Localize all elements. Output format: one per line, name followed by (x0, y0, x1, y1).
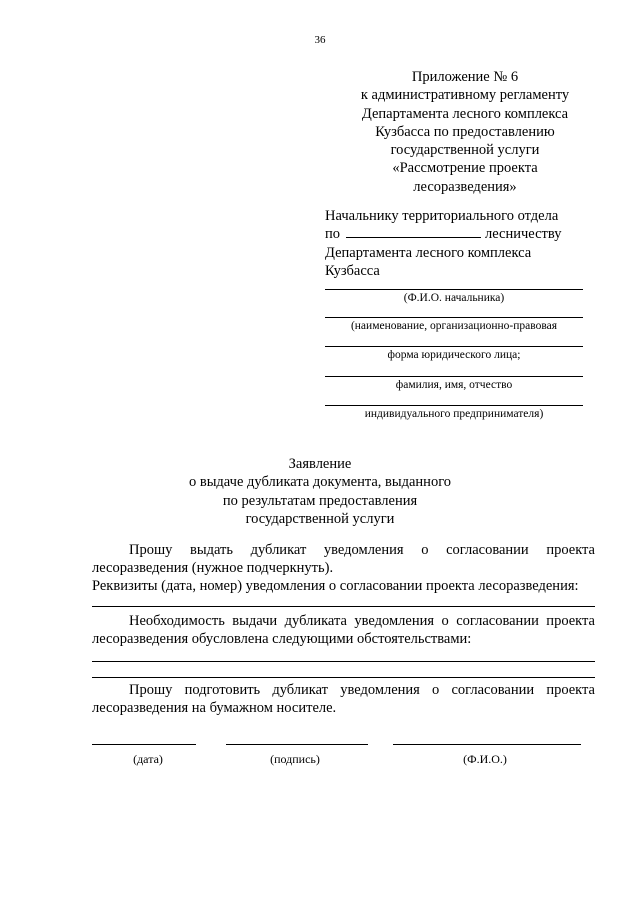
appendix-line: Кузбасса по предоставлению (375, 123, 555, 140)
legal-form-fill-line[interactable] (325, 346, 583, 347)
addressee-line-forestry (325, 225, 585, 243)
appendix-header (318, 68, 612, 196)
signature-fill-line[interactable] (226, 744, 368, 745)
addressee-line: Кузбасса (325, 262, 380, 279)
name-label: (Ф.И.О.) (463, 752, 507, 766)
full-name-fill-line[interactable] (325, 376, 583, 377)
caption-legal-form: форма юридического лица; (387, 349, 521, 361)
date-fill-line[interactable] (92, 744, 196, 745)
entrepreneur-fill-line[interactable] (325, 405, 583, 406)
head-name-fill-line[interactable] (325, 289, 583, 290)
requisites-paragraph: Реквизиты (дата, номер) уведомления о согласовании проекта лесоразведения: (92, 578, 579, 594)
title-line: по результатам предоставления (222, 492, 418, 509)
appendix-line: государственной услуги (390, 142, 540, 159)
title-line: государственной услуги (245, 510, 395, 527)
caption-org-name: (наименование, организационно-правовая (350, 320, 558, 332)
signature-label: (подпись) (270, 752, 320, 766)
forestry-name-blank[interactable] (346, 225, 481, 238)
appendix-line: лесоразведения» (413, 178, 517, 195)
appendix-line: «Рассмотрение проекта (392, 160, 538, 177)
addressee-prefix: по (325, 226, 341, 243)
reason-fill-line-1[interactable] (92, 661, 595, 662)
title-line: о выдаче дубликата документа, выданного (188, 474, 452, 491)
paper-copy-paragraph: Прошу подготовить дубликат уведомления о согласовании проекта лесоразведения на бумажном носителе. (92, 682, 595, 717)
name-fill-line[interactable] (393, 744, 581, 745)
caption-head-name: (Ф.И.О. начальника) (403, 292, 505, 304)
appendix-line: Департамента лесного комплекса (361, 105, 569, 122)
reason-fill-line-2[interactable] (92, 677, 595, 678)
appendix-line: Приложение № 6 (411, 69, 519, 85)
addressee-suffix: лесничеству (485, 226, 562, 243)
title-line: Заявление (288, 456, 352, 472)
document-title (0, 455, 640, 528)
org-name-fill-line[interactable] (325, 317, 583, 318)
date-label: (дата) (133, 752, 163, 766)
caption-entrepreneur: индивидуального предпринимателя) (364, 408, 544, 420)
addressee-block (325, 207, 585, 280)
requisites-fill-line[interactable] (92, 606, 595, 607)
request-paragraph: Прошу выдать дубликат уведомления о согласовании проекта лесоразведения (нужное подчеркнуть). (92, 542, 595, 577)
page-number: 36 (314, 34, 326, 46)
appendix-line: к административному регламенту (360, 87, 570, 104)
caption-full-name: фамилия, имя, отчество (395, 379, 513, 391)
reason-paragraph: Необходимость выдачи дубликата уведомления о согласовании проекта лесоразведения обусловлена следующими обстоятельствами: (92, 613, 595, 648)
addressee-line: Начальнику территориального отдела (325, 208, 559, 224)
addressee-line: Департамента лесного комплекса (325, 244, 532, 261)
